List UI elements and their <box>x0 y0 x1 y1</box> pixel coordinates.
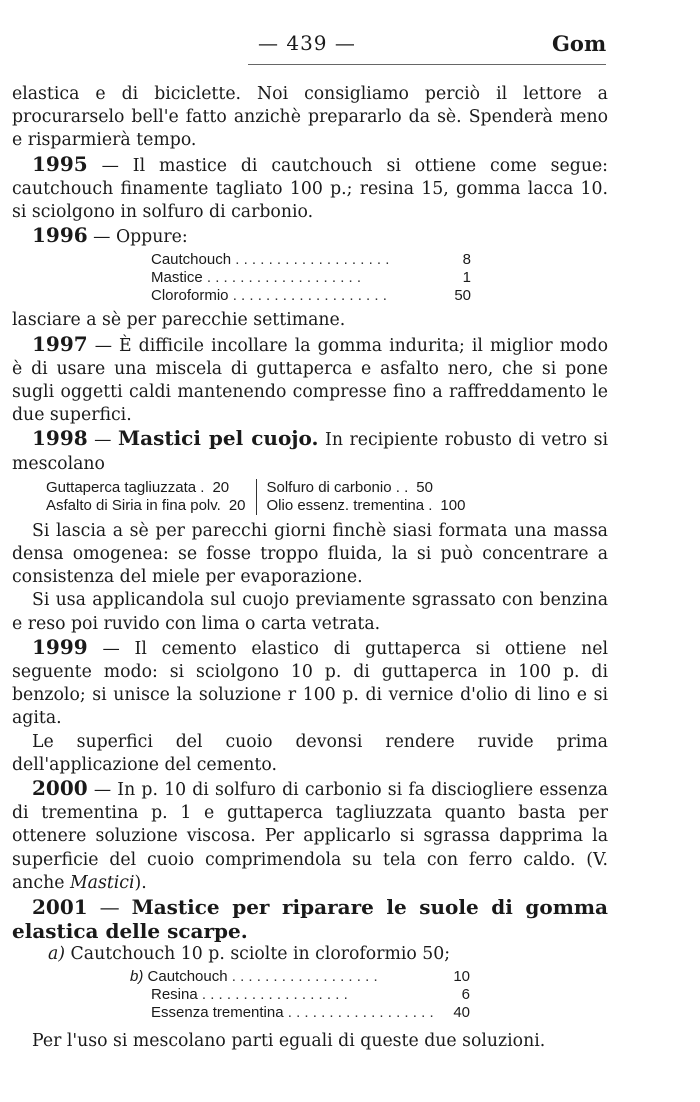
ingredient-row <box>267 479 466 497</box>
recipe-a <box>48 943 608 966</box>
entry-number: 1997 <box>32 331 88 356</box>
ingredient-name: Asfalto di Siria in fina polv. <box>46 496 221 514</box>
ingredient-qty: 50 <box>416 478 433 496</box>
ingredient-row <box>46 479 246 497</box>
entry-dash: — <box>87 780 118 801</box>
ingredient-list-2001b <box>130 968 470 1022</box>
entry-number: 1995 <box>32 151 88 176</box>
ingredient-name: Solfuro di carbonio . . <box>266 478 409 496</box>
entry-number: 1999 <box>32 634 88 659</box>
entry-text: Il mastice di cautchouch si ottiene come segue: cautchouch finamente tagliato 100 p.; resina 15, gomma lacca 10. si sciolgono in solfuro di carbonio. <box>12 155 608 223</box>
cross-reference: Mastici <box>69 872 135 893</box>
ingredient-name: Cautchouch <box>151 251 232 269</box>
column-divider <box>256 479 257 515</box>
entry-number: 2001 <box>32 895 88 920</box>
entry-text: Il cemento elastico di guttaperca si ottiene nel seguente modo: si sciolgono 10 p. di guttaperca in 100 p. di benzolo; si unisce la soluzione r 100 p. di vernice d'olio di lino e si agita. <box>12 638 608 729</box>
entry-dash: — <box>87 155 133 176</box>
entry-text: In p. 10 di solfuro di carbonio si fa disciogliere essenza di trementina p. 1 e guttaperca tagliuzzata quanto basta per ottenere soluzione viscosa. Per applicarlo si sgrassa dapprima la superficie del cuoio comprimendola su tela con ferro caldo. (V. anche <box>12 780 608 893</box>
recipe-letter: a) <box>48 944 66 965</box>
entry-dash: — <box>87 895 132 920</box>
ingredient-list-1996 <box>151 251 471 305</box>
ingredient-row: Essenza trementina . . . . . . . . . . . . . . . . . . 40 <box>151 1004 470 1022</box>
entry-1996-after: lasciare a sè per parecchie settimane. <box>12 310 346 331</box>
header-rule <box>248 64 606 65</box>
ingredient-name: Guttaperca tagliuzzata . <box>46 478 205 496</box>
ingredient-qty: 50 <box>454 287 471 305</box>
ingredient-row <box>267 497 466 515</box>
ingredient-name: Mastice <box>151 269 203 287</box>
ingredient-name: Cloroformio <box>151 287 229 305</box>
entry-number: 1998 <box>32 426 88 451</box>
ingredient-qty: 20 <box>212 478 230 496</box>
ingredient-table-1998 <box>46 479 608 515</box>
entry-1997 <box>12 333 608 428</box>
ingredient-row: Resina . . . . . . . . . . . . . . . . . . 6 <box>151 986 470 1004</box>
ingredient-qty: 100 <box>440 496 466 514</box>
entry-text-close: ). <box>134 872 147 893</box>
ingredient-name: Essenza trementina <box>151 1004 284 1022</box>
ingredient-name: Resina <box>151 986 198 1004</box>
page-number: — 439 — <box>258 31 356 55</box>
recipe-text: Cautchouch 10 p. sciolte in cloroformio 50; <box>65 944 451 965</box>
paragraph: Si lascia a sè per parecchi giorni finchè siasi formata una massa densa omogenea: se fosse troppo fluida, la si può concentrare a consistenza del miele per evaporazione. <box>12 520 608 588</box>
entry-number: 1996 <box>32 223 88 248</box>
entry-text: È difficile incollare la gomma indurita; il miglior modo è di usare una miscela di guttaperca e asfalto nero, che si pone sugli oggetti caldi mantenendo compresse fino a raffreddamento le due superfici. <box>12 335 608 426</box>
entry-dash: — <box>87 638 135 659</box>
entry-dash: — <box>87 227 116 248</box>
ingredient-column-left <box>46 479 246 515</box>
page-header <box>0 28 700 68</box>
recipe-letter: b) <box>130 968 144 986</box>
ingredient-qty: 1 <box>462 269 471 287</box>
ingredient-name: Olio essenz. trementina . <box>266 496 433 514</box>
paragraph: Le superfici del cuoio devonsi rendere ruvide prima dell'applicazione del cemento. <box>12 731 608 775</box>
entry-title: Mastice per riparare le suole di gomma elastica delle scarpe. <box>12 895 608 944</box>
ingredient-name: b) Cautchouch <box>130 968 228 986</box>
entry-2000 <box>12 777 608 895</box>
ingredient-column-right <box>267 479 466 515</box>
entry-2001 <box>12 895 608 943</box>
entry-1996 <box>12 224 608 249</box>
entry-1995 <box>12 153 608 225</box>
ingredient-qty: 6 <box>461 986 470 1004</box>
intro-paragraph: elastica e di biciclette. Noi consigliamo perciò il lettore a procurarselo bell'e fatto anzichè prepararlo da sè. Spenderà meno e risparmierà tempo. <box>12 84 608 151</box>
entry-text: Oppure: <box>115 227 188 248</box>
entry-text: In recipiente robusto di vetro si mescolano <box>12 430 608 474</box>
entry-title: Mastici pel cuojo. <box>117 426 319 451</box>
ingredient-row: Cautchouch . . . . . . . . . . . . . . . . . . . 8 <box>151 251 471 269</box>
running-head: Gom <box>552 31 607 56</box>
entry-dash: — <box>87 430 118 451</box>
ingredient-row <box>46 497 246 515</box>
ingredient-row: Mastice . . . . . . . . . . . . . . . . . . . 1 <box>151 269 471 287</box>
entry-1998 <box>12 427 608 475</box>
ingredient-row: Cloroformio . . . . . . . . . . . . . . . . . . . 50 <box>151 287 471 305</box>
ingredient-qty: 10 <box>453 968 470 986</box>
entry-dash: — <box>87 335 120 356</box>
entry-number: 2000 <box>32 776 88 801</box>
entry-1999 <box>12 636 608 731</box>
paragraph: Si usa applicandola sul cuojo previamente sgrassato con benzina e reso poi ruvido con lima o carta vetrata. <box>12 590 608 634</box>
final-paragraph: Per l'uso si mescolano parti eguali di queste due soluzioni. <box>32 1031 546 1052</box>
page-body <box>12 83 608 1054</box>
ingredient-qty: 8 <box>462 251 471 269</box>
ingredient-row: b) Cautchouch . . . . . . . . . . . . . . . . . . 10 <box>130 968 470 986</box>
ingredient-qty: 40 <box>453 1004 470 1022</box>
ingredient-qty: 20 <box>228 496 246 514</box>
